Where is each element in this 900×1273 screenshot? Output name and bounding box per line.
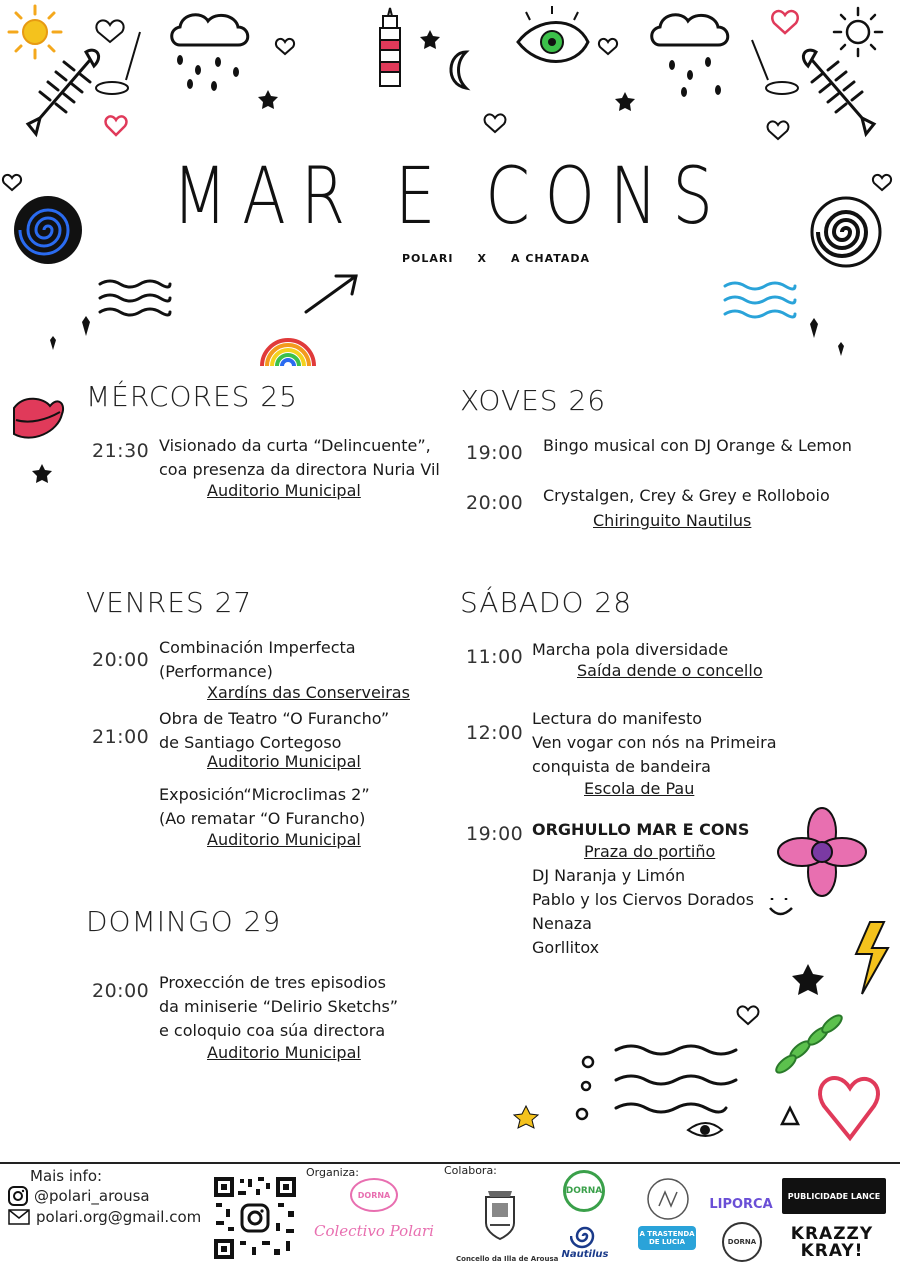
event-description: Combinación Imperfecta (Performance) [159, 638, 356, 681]
moon-icon [451, 52, 466, 88]
yellow-star-icon [514, 1106, 538, 1128]
event-description: Exposición“Microclimas 2” (Ao rematar “O Furancho) [159, 785, 370, 828]
colectivo-polari-logo: DORNA [350, 1178, 398, 1212]
event-time: 11:00 [466, 646, 524, 668]
flower-icon [778, 808, 866, 896]
event-time: 21:30 [92, 440, 150, 462]
event-venue: Auditorio Municipal [207, 830, 361, 849]
event-time: 19:00 [466, 442, 524, 464]
subtitle [390, 252, 602, 265]
subtitle-x: X [477, 252, 487, 265]
liporca-logo: LIPORCA [709, 1196, 773, 1212]
act-item: Gorllitox [532, 938, 600, 957]
concello-shield-logo [478, 1185, 522, 1243]
page-title: MAR E CONS [172, 152, 728, 242]
event-description: Marcha pola diversidade [532, 640, 729, 659]
leaf-icon [774, 1012, 845, 1075]
nautilus-shell-icon [570, 1223, 600, 1249]
event-time: 20:00 [92, 980, 150, 1002]
day-heading-sabado: SÁBADO 28 [460, 586, 633, 619]
event-venue: Auditorio Municipal [207, 752, 361, 771]
event-time: 21:00 [92, 726, 150, 748]
info-label: Mais info: [30, 1167, 103, 1185]
act-item: Pablo y los Ciervos Dorados [532, 890, 754, 909]
event-description: Obra de Teatro “O Furancho” de Santiago Cortegoso [159, 709, 390, 752]
lightning-icon [856, 922, 888, 994]
day-heading-xoves: XOVES 26 [460, 384, 607, 417]
event-venue: Chiringuito Nautilus [593, 511, 752, 530]
nautilus-logo: Nautilus [560, 1218, 610, 1264]
event-time: 20:00 [92, 649, 150, 671]
eye-icon [518, 6, 588, 62]
event-venue: Praza do portiño [584, 842, 716, 861]
subtitle-partner: A CHATADA [510, 252, 591, 265]
subtitle-organizer: POLARI [402, 252, 454, 265]
day-heading-mercores: MÉRCORES 25 [86, 380, 298, 413]
email-link[interactable]: polari.org@gmail.com [8, 1208, 201, 1226]
event-description: Lectura do manifesto Ven vogar con nós na Primeira conquista de bandeira [532, 709, 777, 776]
event-venue: Escola de Pau [584, 779, 695, 798]
event-venue: Auditorio Municipal [207, 481, 361, 500]
event-time: 20:00 [466, 492, 524, 514]
publicidade-lance-logo: PUBLICIDADE LANCE [782, 1178, 886, 1214]
event-venue: Xardíns das Conserveiras [207, 683, 410, 702]
event-description: Proxección de tres episodios da miniserie “Delirio Sketchs” e coloquio coa súa directora [159, 973, 399, 1040]
colabora-label: Colabora: [444, 1164, 497, 1177]
swirl-icon-blue [14, 196, 82, 264]
organizer-name: Colectivo Polari [314, 1222, 434, 1240]
concello-name: Concello da Illa de Arousa [456, 1255, 559, 1263]
day-heading-venres: VENRES 27 [86, 586, 253, 619]
event-venue: Saída dende o concello [577, 661, 763, 680]
event-time: 19:00 [466, 823, 524, 845]
lips-icon [14, 399, 63, 438]
event-acts-list [532, 864, 754, 960]
event-description: Visionado da curta “Delincuente”, coa presenza da directora Nuria Vil [159, 436, 440, 479]
mail-icon [8, 1209, 30, 1225]
small-eye-icon [688, 1123, 722, 1136]
sparkle-icon [50, 316, 844, 356]
event-venue: Auditorio Municipal [207, 1043, 361, 1062]
sun-icon-left [9, 6, 61, 58]
rainbow-icon [262, 340, 314, 366]
arrow-icon [306, 276, 356, 312]
sun-icon-right [834, 8, 882, 56]
trastenda-logo: A TRASTENDA DE LUCIA [638, 1226, 696, 1250]
act-item: DJ Naranja y Limón [532, 866, 686, 885]
organiza-label: Organiza: [306, 1166, 359, 1179]
qr-code[interactable] [212, 1175, 298, 1261]
act-item: Nenaza [532, 914, 592, 933]
charlatan-logo [645, 1176, 691, 1222]
krazzy-kray-logo: KRAZZY KRAY! [790, 1224, 874, 1261]
instagram-link[interactable]: @polari_arousa [8, 1186, 150, 1206]
event-description: ORGHULLO MAR E CONS [532, 820, 750, 839]
event-description: Crystalgen, Crey & Grey e Rolloboio [543, 486, 830, 505]
triangle-icon [782, 1108, 798, 1124]
swirl-icon-black [812, 198, 880, 266]
cloud-rain-icon [172, 15, 728, 45]
event-description: Bingo musical con DJ Orange & Lemon [543, 436, 852, 455]
bubbles-icon [577, 1057, 593, 1119]
day-heading-domingo: DOMINGO 29 [86, 905, 282, 938]
waves-icon-blue [725, 283, 795, 317]
event-time: 12:00 [466, 722, 524, 744]
raindrop-icons [177, 55, 721, 97]
lighthouse-icon [380, 8, 400, 86]
instagram-icon [8, 1186, 28, 1206]
dorna-secondary-logo: DORNA [722, 1222, 762, 1262]
dorna-logo: DORNA [563, 1170, 605, 1212]
paint-brush-icon [96, 32, 798, 94]
smiley-icon [770, 898, 792, 914]
